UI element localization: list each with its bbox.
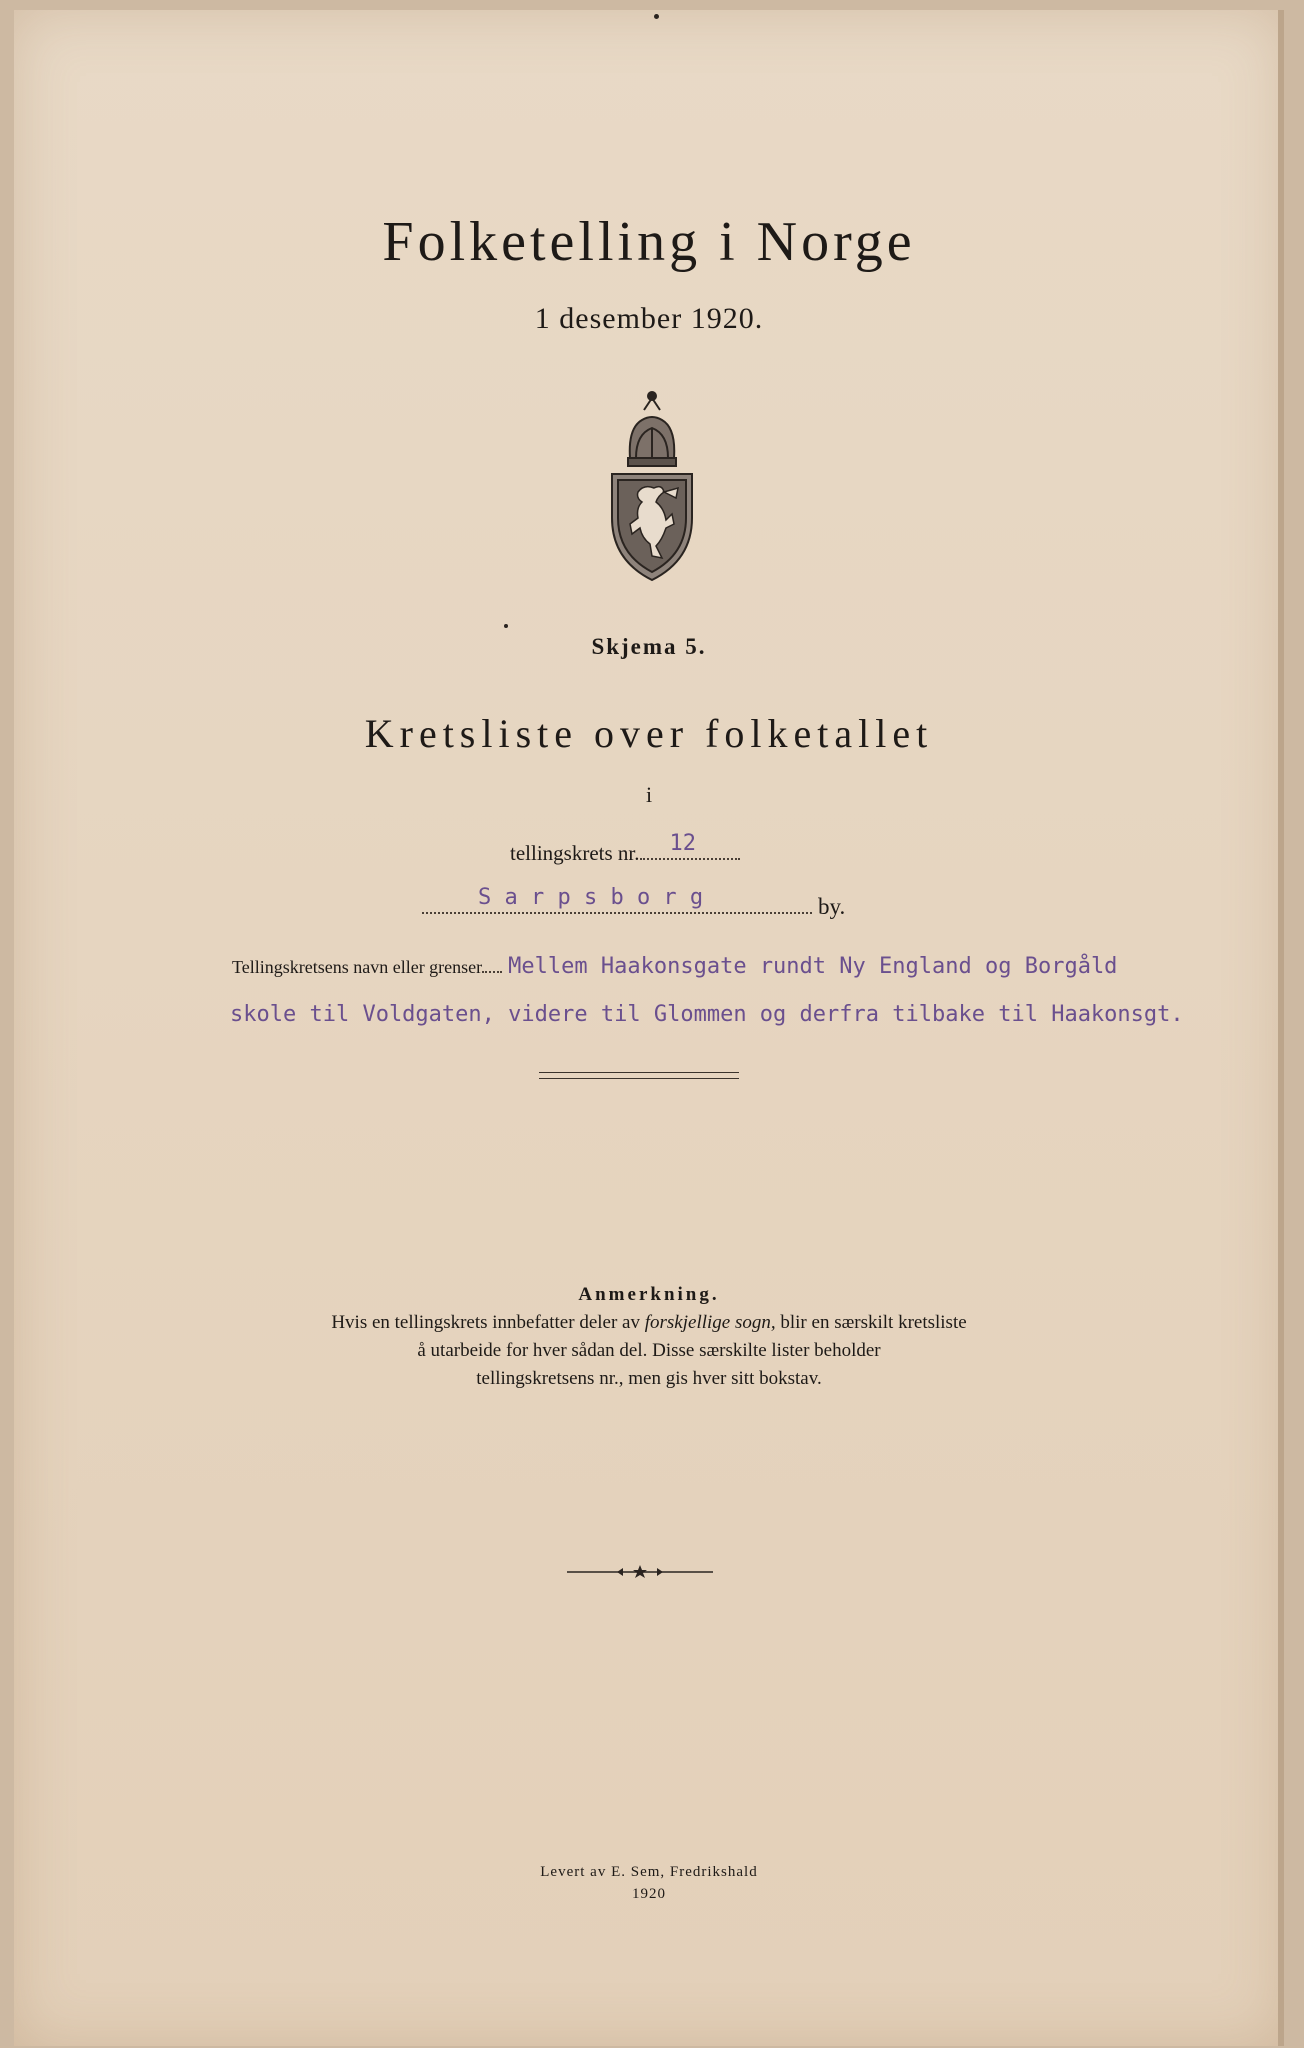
- city-row: [422, 885, 846, 920]
- schema-number: Skjema 5.: [591, 634, 707, 659]
- printer-year: 1920: [632, 1886, 666, 1902]
- printer-credit: Levert av E. Sem, Fredrikshald: [540, 1864, 758, 1880]
- district-number-field: [640, 831, 740, 860]
- census-date: 1 desember 1920.: [534, 302, 764, 335]
- note-line-2: å utarbeide for hver sådan del. Disse særskilte lister beholder: [417, 1340, 881, 1361]
- form-heading: Kretsliste over folketallet: [364, 711, 934, 756]
- paper-speck: [654, 14, 659, 19]
- section-divider: [539, 1072, 739, 1079]
- norwegian-coat-of-arms-icon: [592, 388, 712, 588]
- names-leader: [482, 959, 502, 973]
- note-line-1-italic: forskjellige sogn,: [644, 1312, 776, 1333]
- census-form-page: [14, 10, 1284, 2046]
- note-line-3: tellingskretsens nr., men gis hver sitt bokstav.: [476, 1368, 822, 1389]
- city-field: [422, 885, 812, 914]
- district-number-row: [510, 831, 740, 866]
- names-line-2: skole til Voldgaten, videre til Glommen og derfra tilbake til Haakonsgt.: [230, 1002, 1184, 1027]
- note-line-1: [14, 1312, 1284, 1334]
- district-names-row: [232, 954, 1117, 979]
- city-value: S a r p s b o r g: [478, 885, 704, 910]
- district-number-value: 12: [669, 831, 696, 856]
- names-line-1: Mellem Haakonsgate rundt Ny England og Borgåld: [508, 954, 1118, 979]
- note-line-1-start: Hvis en tellingskrets innbefatter deler av: [331, 1312, 645, 1333]
- star-divider-icon: [565, 1564, 715, 1580]
- note-title: Anmerkning.: [578, 1284, 720, 1305]
- connector-word: i: [645, 782, 653, 807]
- paper-speck: [504, 624, 508, 628]
- district-label: tellingskrets nr.: [510, 841, 640, 865]
- names-label: Tellingskretsens navn eller grenser: [232, 957, 483, 977]
- district-names-row-2: [230, 1002, 1184, 1027]
- page-title: Folketelling i Norge: [382, 211, 916, 273]
- note-line-1-end: blir en særskilt kretsliste: [775, 1312, 967, 1333]
- city-suffix: by.: [818, 894, 846, 919]
